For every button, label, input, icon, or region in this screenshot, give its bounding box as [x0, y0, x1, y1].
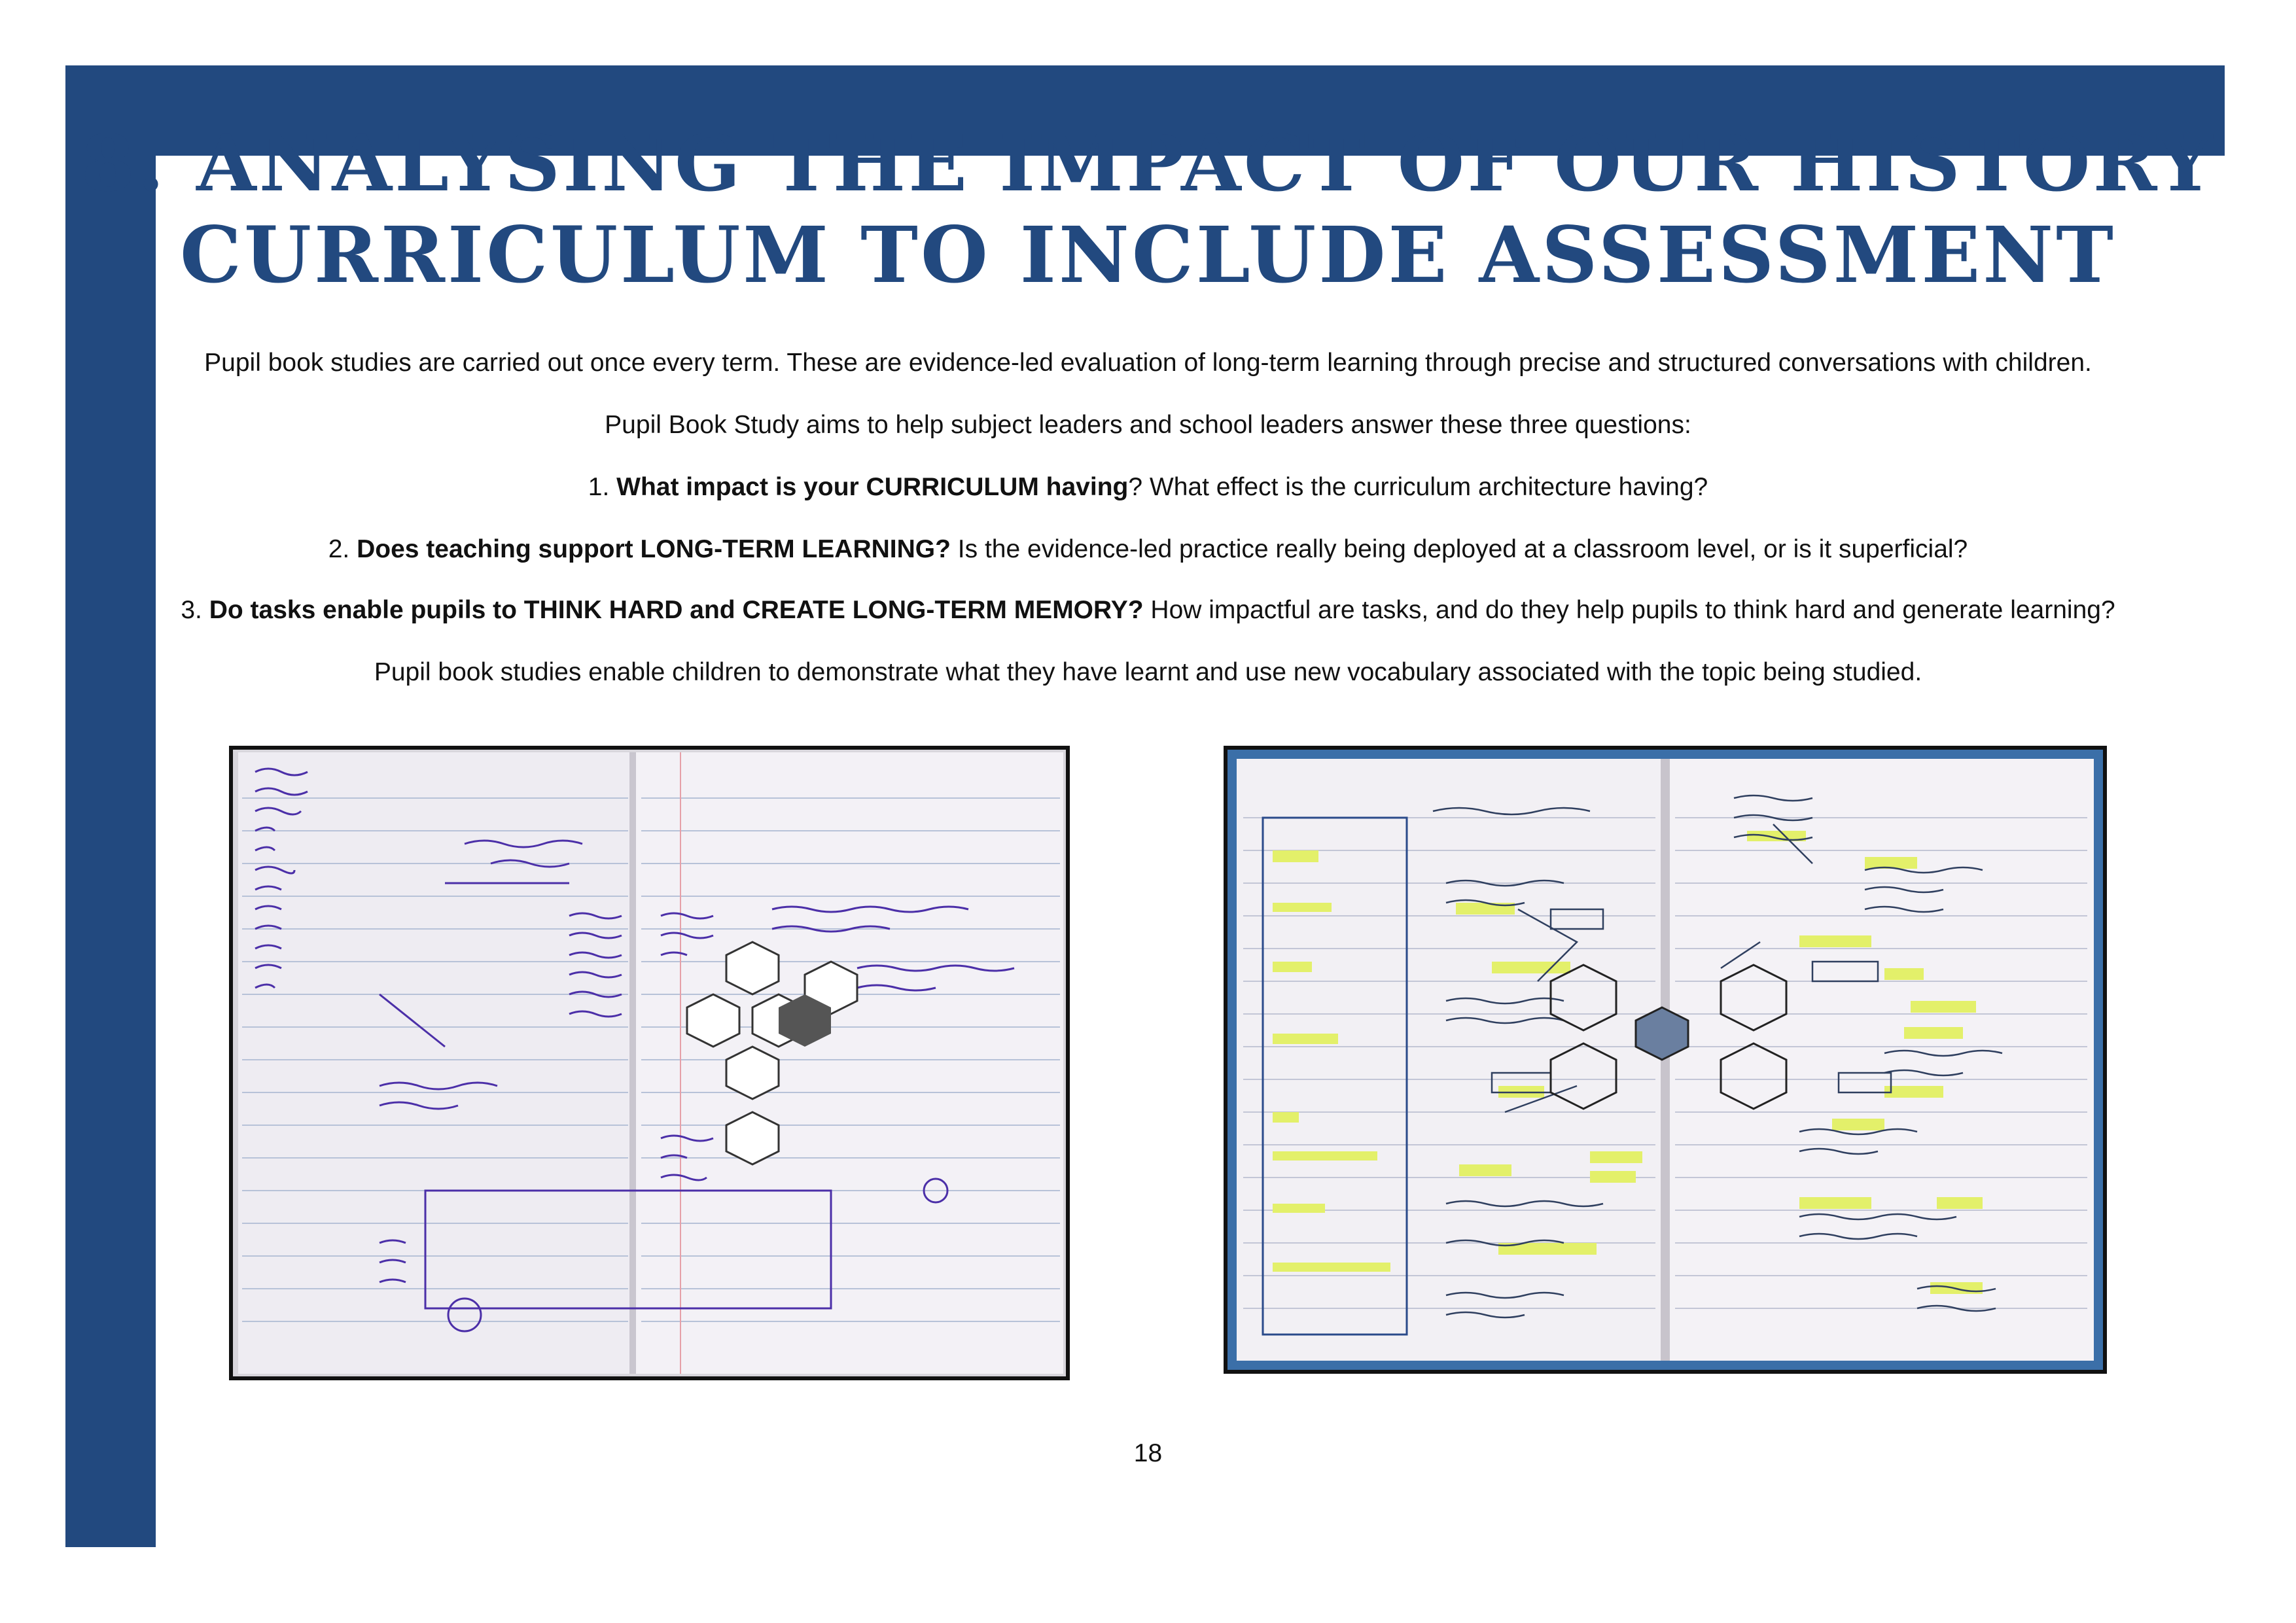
forces-book-photo: [1224, 746, 2107, 1374]
forces-book-image: [1224, 746, 2107, 1374]
page-title-line-2: CURRICULUM TO INCLUDE ASSESSMENT: [180, 209, 2116, 300]
question-3-number: 3.: [181, 596, 209, 624]
question-1: [0, 471, 2296, 504]
question-1-bold: What impact is your CURRICULUM having: [616, 473, 1129, 501]
question-3-bold: Do tasks enable pupils to THINK HARD and CREATE LONG-TERM MEMORY?: [209, 596, 1144, 624]
question-3: [0, 594, 2296, 627]
question-2-text: Is the evidence-led practice really being deployed at a classroom level, or is it superficial?: [950, 535, 1968, 563]
question-2-bold: Does teaching support LONG-TERM LEARNING?: [357, 535, 951, 563]
question-1-number: 1.: [588, 473, 617, 501]
question-3-text: How impactful are tasks, and do they help pupils to think hard and generate learning?: [1143, 596, 2115, 624]
question-2-number: 2.: [328, 535, 357, 563]
aims-paragraph: Pupil Book Study aims to help subject leaders and school leaders answer these three questions:: [605, 411, 1691, 439]
electricity-book-image: [229, 746, 1070, 1380]
question-2: [0, 533, 2296, 566]
electricity-book-photo: [229, 746, 1070, 1380]
page-title-line-1: 8. ANALYSING THE IMPACT OF OUR HISTORY: [80, 118, 2216, 209]
intro-paragraph: Pupil book studies are carried out once every term. These are evidence-led evaluation of long-term learning through precise and structured conversations with children.: [204, 349, 2092, 377]
page-number: 18: [1133, 1439, 1163, 1467]
closing-paragraph: Pupil book studies enable children to demonstrate what they have learnt and use new vocabulary associated with the topic being studied.: [374, 658, 1922, 686]
question-1-text: ? What effect is the curriculum architecture having?: [1128, 473, 1708, 501]
